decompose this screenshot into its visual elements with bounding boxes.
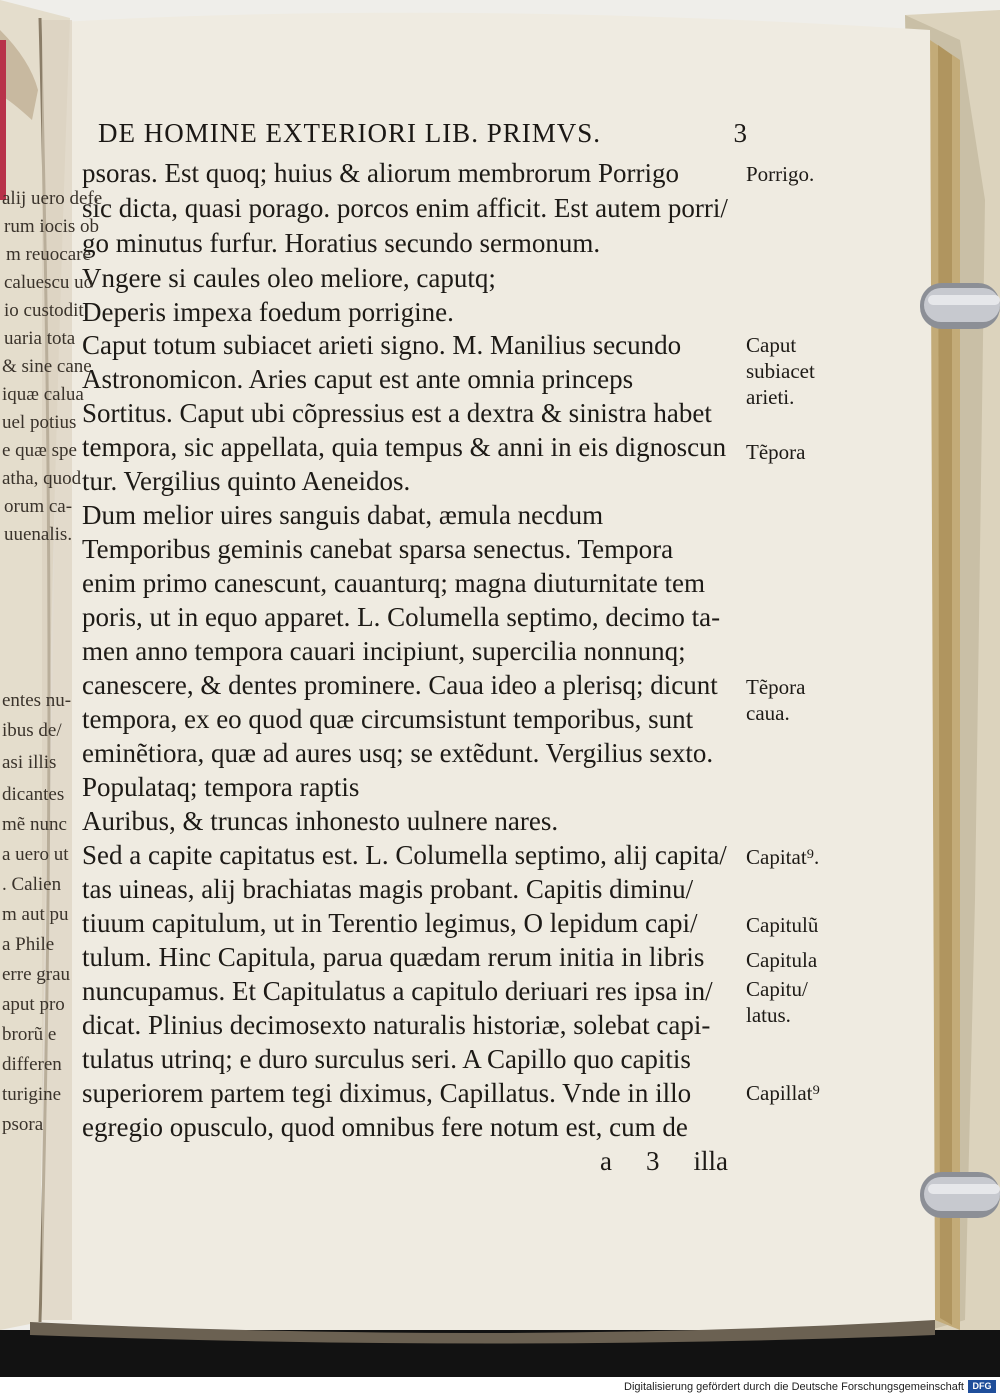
marginal-note: latus. <box>746 1003 791 1027</box>
fragment-line: a uero ut <box>2 844 69 865</box>
fragment-line: io custodit <box>4 300 84 321</box>
text-line: Vngere si caules oleo meliore, caputq; <box>82 263 496 293</box>
fragment-line: mẽ nunc <box>2 814 67 835</box>
funding-credit: Digitalisierung gefördert durch die Deutsche Forschungsgemeinschaft <box>624 1381 964 1393</box>
fragment-line: brorũ e <box>2 1024 57 1045</box>
text-line: poris, ut in equo apparet. L. Columella septimo, decimo ta- <box>82 602 721 632</box>
text-line: enim primo canescunt, cauanturq; magna diuturnitate tem <box>82 568 706 598</box>
text-line: Auribus, & truncas inhonesto uulnere nares. <box>82 806 559 836</box>
text-line: Sed a capite capitatus est. L. Columella septimo, alij capita/ <box>82 840 727 870</box>
running-head-title: DE HOMINE EXTERIORI LIB. PRIMVS. <box>98 118 601 148</box>
text-line: tempora, ex eo quod quæ circumsistunt temporibus, sunt <box>82 704 694 734</box>
fragment-line: dicantes <box>2 784 65 805</box>
fragment-line: . Calien <box>2 874 62 895</box>
marginal-note: Capitula <box>746 948 818 972</box>
fragment-line: entes nu- <box>2 690 72 711</box>
fragment-line: iquæ calua <box>2 384 84 405</box>
text-line: go minutus furfur. Horatius secundo sermonum. <box>82 228 601 258</box>
text-line: sic dicta, quasi porago. porcos enim afficit. Est autem porri/ <box>82 193 728 223</box>
text-line: canescere, & dentes prominere. Caua ideo a plerisq; dicunt <box>82 670 718 700</box>
marginal-note: Capillat⁹ <box>746 1081 820 1105</box>
fragment-line: uel potius <box>2 412 77 433</box>
text-line: tempora, sic appellata, quia tempus & anni in eis dignoscun <box>82 432 727 462</box>
text-line: tulum. Hinc Capitula, parua quædam rerum initia in libris <box>82 942 705 972</box>
catchword: illa <box>693 1146 728 1176</box>
fragment-line: aput pro <box>2 994 65 1015</box>
text-line: Caput totum subiacet arieti signo. M. Manilius secundo <box>82 330 682 360</box>
fragment-line: ibus de/ <box>2 720 62 741</box>
text-line: superiorem partem tegi diximus, Capillatus. Vnde in illo <box>82 1078 692 1108</box>
marginal-note: subiacet <box>746 359 815 383</box>
text-line: Dum melior uires sanguis dabat, æmula necdum <box>82 500 604 530</box>
dfg-logo: DFG <box>968 1380 996 1393</box>
fragment-line: erre grau <box>2 964 71 985</box>
text-line: tulatus utrinq; e duro surculus seri. A Capillo quo capitis <box>82 1044 691 1074</box>
text-line: Astronomicon. Aries caput est ante omnia princeps <box>82 364 634 394</box>
text-line: tur. Vergilius quinto Aeneidos. <box>82 466 411 496</box>
marginal-note: caua. <box>746 701 790 725</box>
fragment-line: e quæ spe <box>2 440 77 461</box>
fragment-line: turigine <box>2 1084 62 1105</box>
text-line: Populataq; tempora raptis <box>82 772 360 802</box>
text-line: psoras. Est quoq; huius & aliorum membrorum Porrigo <box>82 158 679 188</box>
fragment-line: rum iocis ob <box>4 216 99 237</box>
fragment-line: psora <box>2 1114 44 1135</box>
text-line: Sortitus. Caput ubi cõpressius est a dextra & sinistra habet <box>82 398 712 428</box>
running-head <box>98 118 748 149</box>
marginal-note: arieti. <box>746 385 795 409</box>
marginal-note: Capitat⁹. <box>746 845 820 869</box>
marginal-note: Capitu/ <box>746 977 808 1001</box>
marginal-note: Capitulũ <box>746 913 819 937</box>
text-line: Temporibus geminis canebat sparsa senectus. Tempora <box>82 534 674 564</box>
fragment-line: uaria tota <box>4 328 76 349</box>
text-line: tas uineas, alij brachiatas magis probant. Capitis diminu/ <box>82 874 694 904</box>
marginal-note: Tẽpora <box>746 440 806 464</box>
fragment-line: uuenalis. <box>4 524 73 545</box>
page-number: 3 <box>733 118 748 148</box>
text-line: tiuum capitulum, ut in Terentio legimus, O lepidum capi/ <box>82 908 698 938</box>
signature-line <box>600 1146 728 1177</box>
text-line: men anno tempora cauari incipiunt, supercilia nonnunq; <box>82 636 686 666</box>
text-line: dicat. Plinius decimosexto naturalis historiæ, solebat capi- <box>82 1010 711 1040</box>
fragment-line: m reuocare <box>6 244 91 265</box>
fragment-line: & sine cane <box>2 356 92 377</box>
marginal-note: Tẽpora <box>746 675 806 699</box>
fragment-line: asi illis <box>2 752 57 773</box>
marginal-note: Caput <box>746 333 797 357</box>
signature-mark: a <box>600 1146 612 1176</box>
fragment-line: a Phile <box>2 934 55 955</box>
fragment-line: atha, quod <box>2 468 82 489</box>
fragment-line: alij uero defe <box>2 188 103 209</box>
text-line: egregio opusculo, quod omnibus fere notum est, cum de <box>82 1112 688 1142</box>
fragment-line: differen <box>2 1054 62 1075</box>
fragment-line: orum ca- <box>4 496 73 517</box>
text-line: Deperis impexa foedum porrigine. <box>82 297 454 327</box>
text-line: eminẽtiora, quæ ad aures usq; se extẽdunt. Vergilius sexto. <box>82 738 714 768</box>
marginal-note: Porrigo. <box>746 162 815 186</box>
signature-number: 3 <box>645 1146 660 1176</box>
fragment-line: m aut pu <box>2 904 69 925</box>
fragment-line: caluescu uo <box>4 272 94 293</box>
text-line: nuncupamus. Et Capitulatus a capitulo deriuari res ipsa in/ <box>82 976 713 1006</box>
